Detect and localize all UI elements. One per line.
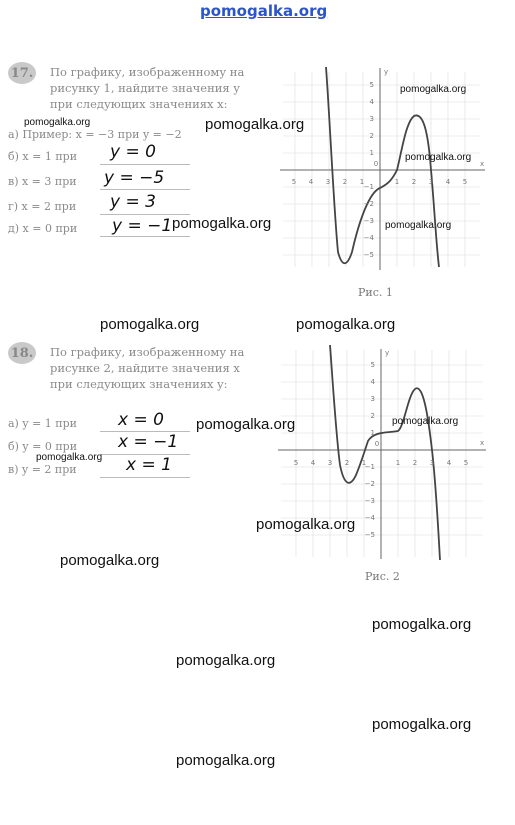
x-tick: 5 xyxy=(291,178,297,186)
y-tick: −2 xyxy=(363,200,374,208)
y-tick: −1 xyxy=(364,463,375,471)
x-tick: 4 xyxy=(445,178,451,186)
answer-line xyxy=(100,477,190,478)
task-17-prompt-line-3: при следующих значениях x: xyxy=(50,97,228,111)
site-link[interactable]: pomogalka.org xyxy=(200,2,328,20)
task-17-item-d: г) x = 2 при xyxy=(8,200,77,213)
x-tick: 5 xyxy=(293,459,299,467)
task-17-item-b: б) x = 1 при xyxy=(8,150,78,163)
x-tick: 4 xyxy=(308,178,314,186)
watermark: pomogalka.org xyxy=(372,616,472,633)
task-18-answer-b: x = −1 xyxy=(118,432,179,452)
task-17-item-c: в) x = 3 при xyxy=(8,175,77,188)
y-tick: 2 xyxy=(369,132,374,140)
task-17-answer-b: y = 0 xyxy=(110,142,156,162)
x-axis-label: x xyxy=(480,439,485,447)
y-tick: −3 xyxy=(363,217,374,225)
y-tick: 5 xyxy=(370,361,375,369)
answer-line xyxy=(100,164,190,165)
task-17-answer-e: y = −1 xyxy=(112,216,173,236)
answer-line xyxy=(100,236,190,237)
x-axis-label: x xyxy=(480,160,485,168)
y-tick: 4 xyxy=(370,378,375,386)
x-tick: 1 xyxy=(361,459,367,467)
y-tick: 2 xyxy=(370,412,375,420)
x-tick: 4 xyxy=(446,459,452,467)
x-tick: 3 xyxy=(429,459,435,467)
y-tick: 1 xyxy=(369,149,374,157)
task-17-badge: 17. xyxy=(8,62,36,84)
y-tick: −4 xyxy=(364,514,375,522)
task-18-item-a: а) y = 1 при xyxy=(8,417,77,430)
watermark: pomogalka.org xyxy=(392,416,459,427)
task-17-prompt-line-1: По графику, изображенному на xyxy=(50,65,245,79)
y-tick: −3 xyxy=(364,497,375,505)
watermark: pomogalka.org xyxy=(196,416,296,433)
task-17-answer-c: y = −5 xyxy=(104,168,165,188)
y-tick: 5 xyxy=(369,81,374,89)
x-tick: 3 xyxy=(428,178,434,186)
y-tick: 3 xyxy=(370,395,375,403)
task-18-prompt-line-3: при следующих значениях y: xyxy=(50,377,228,391)
y-tick: −4 xyxy=(363,234,374,242)
watermark: pomogalka.org xyxy=(24,117,91,128)
y-tick: −5 xyxy=(363,251,374,259)
origin-label: 0 xyxy=(373,160,379,168)
x-tick: 2 xyxy=(344,459,350,467)
task-17-answer-d: y = 3 xyxy=(110,192,156,212)
task-18-answer-a: x = 0 xyxy=(118,410,164,430)
task-17-item-e: д) x = 0 при xyxy=(8,222,78,235)
watermark: pomogalka.org xyxy=(176,752,276,769)
watermark: pomogalka.org xyxy=(372,716,472,733)
figure-1-curve xyxy=(326,67,439,267)
x-tick: 2 xyxy=(411,178,417,186)
y-tick: 1 xyxy=(370,429,375,437)
watermark: pomogalka.org xyxy=(256,516,356,533)
y-tick: −1 xyxy=(363,183,374,191)
x-tick: 3 xyxy=(327,459,333,467)
task-17-item-a: а) Пример: x = −3 при y = −2 xyxy=(8,128,182,141)
x-tick: 2 xyxy=(412,459,418,467)
watermark: pomogalka.org xyxy=(385,220,452,231)
x-tick: 5 xyxy=(462,178,468,186)
task-18-badge: 18. xyxy=(8,342,36,364)
watermark: pomogalka.org xyxy=(176,652,276,669)
task-18-answer-c: x = 1 xyxy=(126,455,172,475)
watermark: pomogalka.org xyxy=(205,116,305,133)
watermark: pomogalka.org xyxy=(400,84,467,95)
watermark: pomogalka.org xyxy=(100,316,200,333)
x-tick: 1 xyxy=(395,459,401,467)
watermark: pomogalka.org xyxy=(36,452,103,463)
origin-label: 0 xyxy=(374,440,380,448)
watermark: pomogalka.org xyxy=(60,552,160,569)
y-axis-label: y xyxy=(384,68,389,76)
task-17-prompt-line-2: рисунку 1, найдите значения y xyxy=(50,81,240,95)
task-18-item-b: б) y = 0 при xyxy=(8,440,78,453)
watermark: pomogalka.org xyxy=(172,215,272,232)
x-tick: 4 xyxy=(310,459,316,467)
y-tick: −5 xyxy=(364,531,375,539)
y-axis-label: y xyxy=(385,349,390,357)
figure-1-caption: Рис. 1 xyxy=(358,286,393,299)
task-18-prompt-line-2: рисунке 2, найдите значения x xyxy=(50,361,240,375)
y-tick: −2 xyxy=(364,480,375,488)
y-tick: 3 xyxy=(369,115,374,123)
figure-2-caption: Рис. 2 xyxy=(365,570,400,583)
watermark: pomogalka.org xyxy=(296,316,396,333)
answer-line xyxy=(100,189,190,190)
x-tick: 2 xyxy=(342,178,348,186)
y-tick: 4 xyxy=(369,98,374,106)
x-tick: 5 xyxy=(463,459,469,467)
task-18-prompt-line-1: По графику, изображенному на xyxy=(50,345,245,359)
task-18-item-c: в) y = 2 при xyxy=(8,463,77,476)
x-tick: 1 xyxy=(394,178,400,186)
x-tick: 1 xyxy=(359,178,365,186)
x-tick: 3 xyxy=(325,178,331,186)
watermark: pomogalka.org xyxy=(405,152,472,163)
